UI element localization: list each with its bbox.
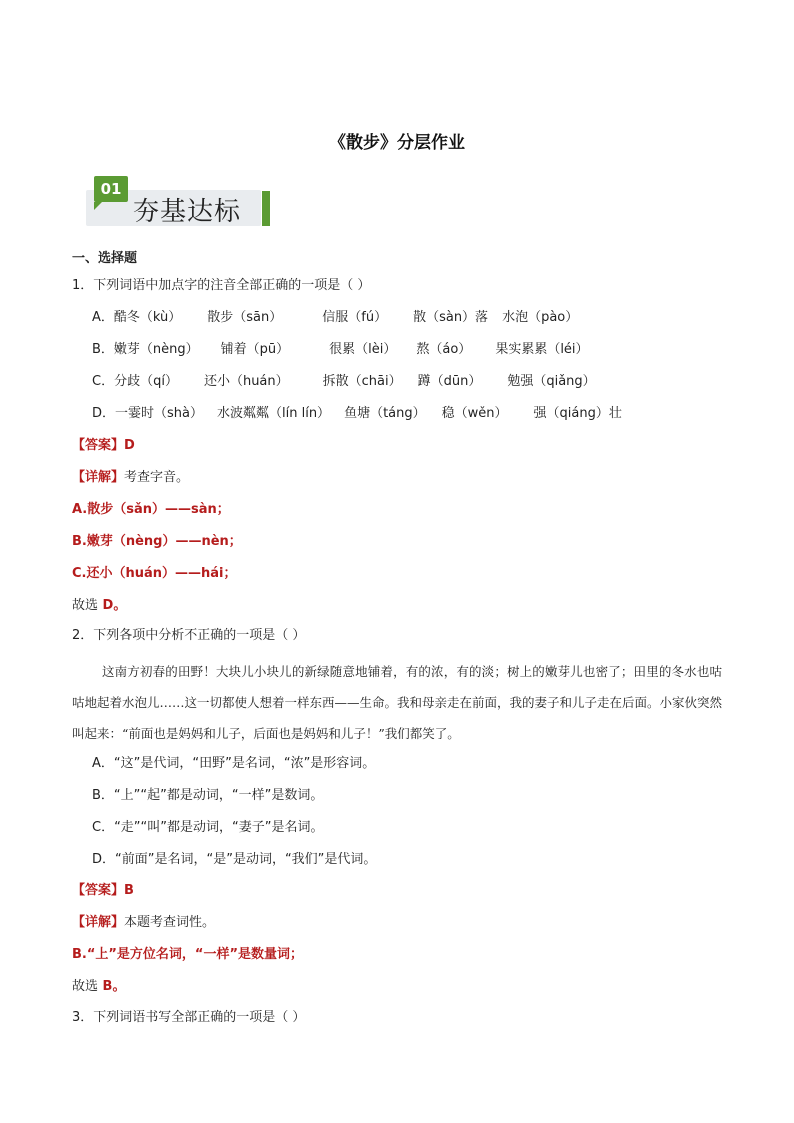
doc-title: 《散步》分层作业	[329, 133, 465, 153]
q2-answer	[72, 879, 134, 898]
section-badge-bar	[262, 191, 270, 226]
q1-answer-label: 【答案】	[72, 438, 125, 453]
q2-answer-value: B	[124, 883, 134, 898]
q2-answer-label: 【答案】	[72, 883, 125, 898]
q1-c-5: 勉强（qiǎng）	[507, 374, 596, 389]
q1-conclusion-prefix: 故选	[72, 598, 99, 613]
q1-explain-c: C.还小（huán）——hái；	[72, 566, 237, 581]
q1-d-2: 水波粼粼（lín lín）	[217, 406, 331, 421]
q2-conclusion-prefix: 故选	[72, 979, 99, 994]
q1-d-5: 强（qiáng）壮	[533, 406, 622, 421]
q2-conclusion-value: B。	[98, 979, 126, 994]
q1-answer	[72, 434, 135, 453]
q1-c-1: C．分歧（qí）	[92, 374, 178, 389]
q2-option-c: C．“走”“叫”都是动词，“妻子”是名词。	[92, 820, 324, 835]
q1-a-3: 信服（fú）	[322, 310, 388, 325]
q2-option-b: B．“上”“起”都是动词，“一样”是数词。	[92, 788, 324, 803]
q2-explain: B.“上”是方位名词，“一样”是数量词；	[72, 947, 304, 962]
q1-b-1: B．嫩芽（nèng）	[92, 342, 199, 357]
q1-d-4: 稳（wěn）	[441, 406, 508, 421]
q1-detail	[72, 466, 189, 485]
section-number-tail	[94, 202, 102, 210]
q3-stem: 3．下列词语书写全部正确的一项是（ ）	[72, 1010, 306, 1025]
q1-option-c	[92, 370, 622, 389]
q1-b-4: 熬（áo）	[416, 342, 472, 357]
q1-option-d	[92, 402, 648, 421]
q2-stem: 2．下列各项中分析不正确的一项是（ ）	[72, 628, 306, 643]
q1-d-3: 鱼塘（táng）	[344, 406, 426, 421]
section-badge	[84, 172, 274, 230]
q2-option-d: D．“前面”是名词，“是”是动词，“我们”是代词。	[92, 852, 377, 867]
q1-a-2: 散步（sān）	[207, 310, 283, 325]
q1-a-1: A．酷冬（kù）	[92, 310, 182, 325]
section-label: 夯基达标	[133, 197, 242, 227]
q2-passage: 这南方初春的田野！大块儿小块儿的新绿随意地铺着，有的浓，有的淡；树上的嫩芽儿也密了；田里的冬水也咕咕地起着水泡儿……这一切都使人想着一样东西——生命。我和母亲走在前面，我的妻子和儿子走在后面。小家伙突然叫起来：“前面也是妈妈和儿子，后面也是妈妈和儿子！”我们都笑了。	[72, 664, 723, 741]
q1-detail-label: 【详解】	[72, 470, 125, 485]
q1-a-5: 水泡（pào）	[502, 310, 579, 325]
q2-option-a: A．“这”是代词，“田野”是名词，“浓”是形容词。	[92, 756, 376, 771]
q2-detail	[72, 911, 215, 930]
q2-detail-label: 【详解】	[72, 915, 125, 930]
q1-a-4: 散（sàn）落	[413, 310, 489, 325]
q1-option-b	[92, 338, 615, 357]
q1-b-2: 铺着（pū）	[220, 342, 290, 357]
q1-c-3: 拆散（chāi）	[322, 374, 402, 389]
q2-detail-text: 本题考查词性。	[124, 915, 216, 930]
q1-option-a	[92, 306, 604, 325]
section-number: 01	[94, 176, 128, 202]
q1-stem: 1．下列词语中加点字的注音全部正确的一项是（ ）	[72, 278, 371, 293]
q1-d-1: D．一霎时（shà）	[92, 406, 203, 421]
q1-c-2: 还小（huán）	[203, 374, 289, 389]
q1-b-5: 果实累累（léi）	[495, 342, 589, 357]
q1-conclusion-value: D。	[98, 598, 127, 613]
q1-explain-a: A.散步（sǎn）——sàn；	[72, 502, 230, 517]
q2-conclusion	[72, 975, 125, 994]
q1-b-3: 很累（lèi）	[329, 342, 397, 357]
q1-detail-text: 考查字音。	[124, 470, 190, 485]
q1-c-4: 蹲（dūn）	[417, 374, 482, 389]
q1-answer-value: D	[124, 438, 135, 453]
part1-heading: 一、选择题	[72, 251, 138, 266]
q1-explain-b: B.嫩芽（nèng）——nèn；	[72, 534, 242, 549]
q1-conclusion	[72, 594, 126, 613]
